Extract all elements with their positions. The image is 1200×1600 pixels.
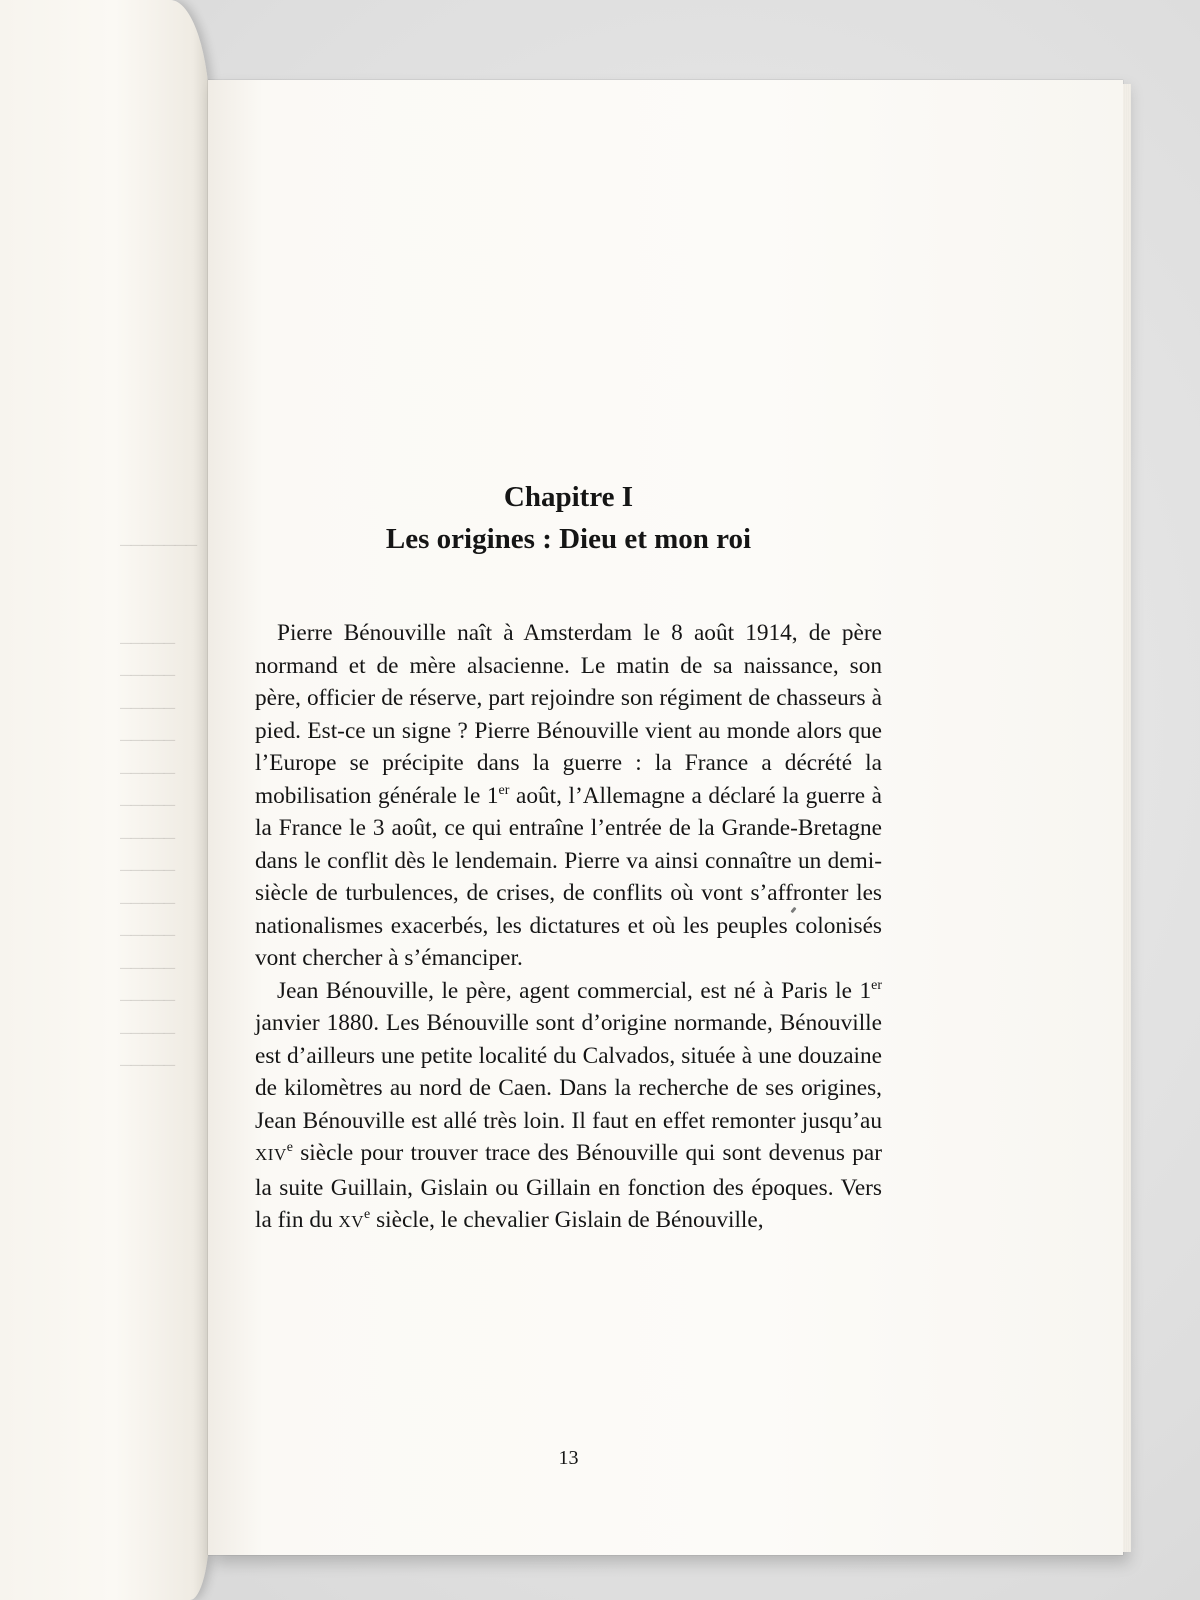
page-edge bbox=[1123, 84, 1131, 1552]
paragraph-1-text-a: Pierre Bénouville naît à Amsterdam le 8 août 1914, de père normand et de mère alsacienne. Le matin de sa naissance, son père, officier de réserve, part rejoindre son régiment de chasseurs à pied. Est-ce un signe ? Pierre Bénouville vient au monde alors que l’Europe se précipite dans la guerre : la France a décrété la mobilisation générale le 1 bbox=[255, 620, 882, 809]
century-numeral: XV bbox=[338, 1212, 365, 1231]
superscript-e: e bbox=[286, 1140, 293, 1156]
paragraph-2-text-b: janvier 1880. Les Bénouville sont d’origine normande, Bénouville est d’ailleurs une petite localité du Calvados, située à une douzaine de kilomètres au nord de Caen. Dans la recherche de ses origines, Jean Bénouville est allé très loin. Il faut en effet remonter jusqu’au bbox=[255, 1010, 882, 1134]
page-content bbox=[255, 477, 883, 1469]
chapter-subtitle: Les origines : Dieu et mon roi bbox=[385, 523, 752, 555]
left-page bbox=[0, 0, 210, 1600]
paragraph-1 bbox=[255, 617, 882, 975]
superscript-er: er bbox=[498, 782, 510, 798]
paragraph-2 bbox=[255, 975, 882, 1239]
superscript-er: er bbox=[871, 977, 882, 993]
right-page bbox=[208, 80, 1123, 1555]
body-text bbox=[255, 617, 882, 1239]
left-page-showthrough: _______ _____ _____ _____ _____ _____ _____ _____ _____ _____ _____ _____ _____ _____ _____ bbox=[120, 523, 197, 1068]
paragraph-1-text-b: août, l’Allemagne a déclaré la guerre à la France le 3 août, ce qui entraîne l’entrée de la Grande-Bretagne dans le conflit dès le lendemain. Pierre va ainsi connaître un demi-siècle de turbulences, de crises, de conflits où vont s’affronter les nationalismes exacerbés, les dictatures et où les peuples colonisés vont chercher à s’émanciper. bbox=[255, 782, 883, 971]
century-numeral: XIV bbox=[255, 1145, 287, 1164]
paragraph-2-text-d: siècle, le chevalier Gislain de Bénouville, bbox=[370, 1207, 764, 1233]
paragraph-2-text-c: siècle pour trouver trace des Bénouville qui sont devenus par la suite Guillain, Gislain ou Gillain en fonction des époques. Vers la fin du bbox=[255, 1140, 882, 1233]
chapter-title: Chapitre I bbox=[503, 481, 634, 513]
paragraph-2-text-a: Jean Bénouville, le père, agent commercial, est né à Paris le 1 bbox=[277, 977, 872, 1004]
page-number: 13 bbox=[558, 1447, 579, 1469]
superscript-e: e bbox=[364, 1207, 371, 1223]
